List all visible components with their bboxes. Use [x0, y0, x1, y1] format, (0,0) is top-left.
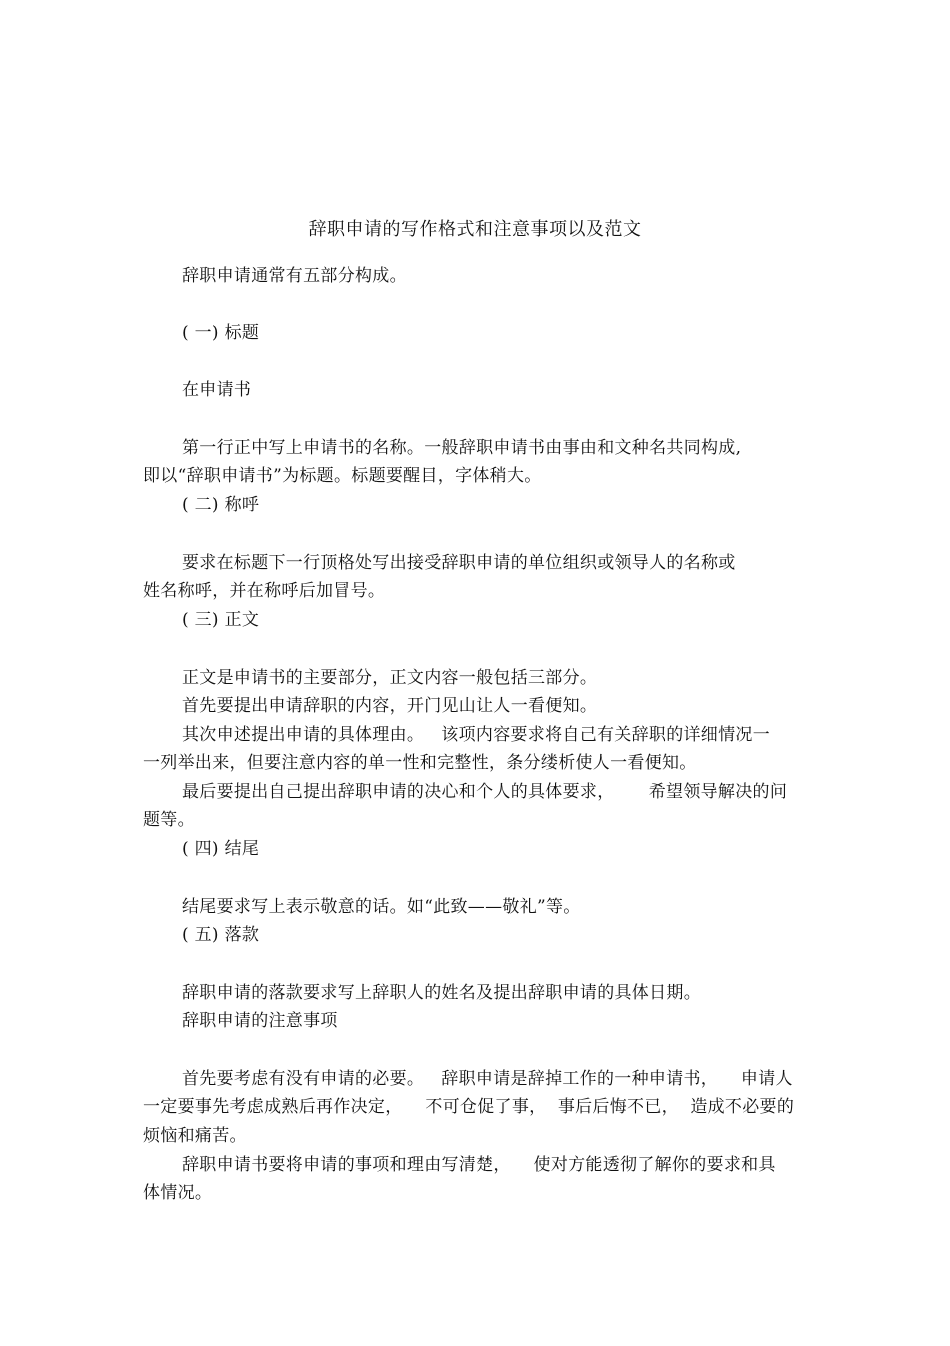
paragraph-line: 结尾要求写上表示敬意的话。如“此致——敬礼”等。	[182, 897, 581, 917]
paragraph-line: 其次申述提出申请的具体理由。 该项内容要求将自己有关辞职的详细情况一	[182, 725, 771, 745]
paragraph-line: 体情况。	[143, 1183, 213, 1203]
section-heading-notes: 辞职申请的注意事项	[182, 1011, 338, 1031]
section-heading-salutation: ( 二) 称呼	[182, 495, 260, 515]
paragraph-line: 即以“辞职申请书”为标题。标题要醒目，字体稍大。	[143, 466, 542, 486]
section-heading-body: ( 三) 正文	[182, 610, 260, 630]
section-heading-title: ( 一) 标题	[182, 323, 260, 343]
paragraph-line: 正文是申请书的主要部分，正文内容一般包括三部分。	[182, 668, 598, 688]
paragraph-line: 一列举出来，但要注意内容的单一性和完整性，条分缕析使人一看便知。	[143, 753, 697, 773]
paragraph-line: 首先要提出申请辞职的内容，开门见山让人一看便知。	[182, 696, 598, 716]
document-title: 辞职申请的写作格式和注意事项以及范文	[308, 219, 642, 240]
section-heading-closing: ( 四) 结尾	[182, 839, 260, 859]
paragraph-line: 烦恼和痛苦。	[143, 1126, 247, 1146]
paragraph-line: 辞职申请的落款要求写上辞职人的姓名及提出辞职申请的具体日期。	[182, 983, 701, 1003]
paragraph-line: 辞职申请书要将申请的事项和理由写清楚， 使对方能透彻了解你的要求和具	[182, 1155, 776, 1175]
paragraph-line: 要求在标题下一行顶格处写出接受辞职申请的单位组织或领导人的名称或	[182, 553, 736, 573]
paragraph-line: 题等。	[143, 810, 195, 830]
section-heading-signature: ( 五) 落款	[182, 925, 260, 945]
paragraph-line: 第一行正中写上申请书的名称。一般辞职申请书由事由和文种名共同构成,	[182, 438, 742, 458]
paragraph-line: 最后要提出自己提出辞职申请的决心和个人的具体要求， 希望领导解决的问	[182, 782, 788, 802]
paragraph-line: 一定要事先考虑成熟后再作决定， 不可仓促了事， 事后后悔不已， 造成不必要的	[143, 1097, 795, 1117]
paragraph-line: 在申请书	[182, 380, 252, 400]
paragraph-line: 首先要考虑有没有申请的必要。 辞职申请是辞掉工作的一种申请书， 申请人	[182, 1069, 793, 1089]
paragraph-line: 辞职申请通常有五部分构成。	[182, 266, 407, 286]
paragraph-line: 姓名称呼，并在称呼后加冒号。	[143, 581, 386, 601]
